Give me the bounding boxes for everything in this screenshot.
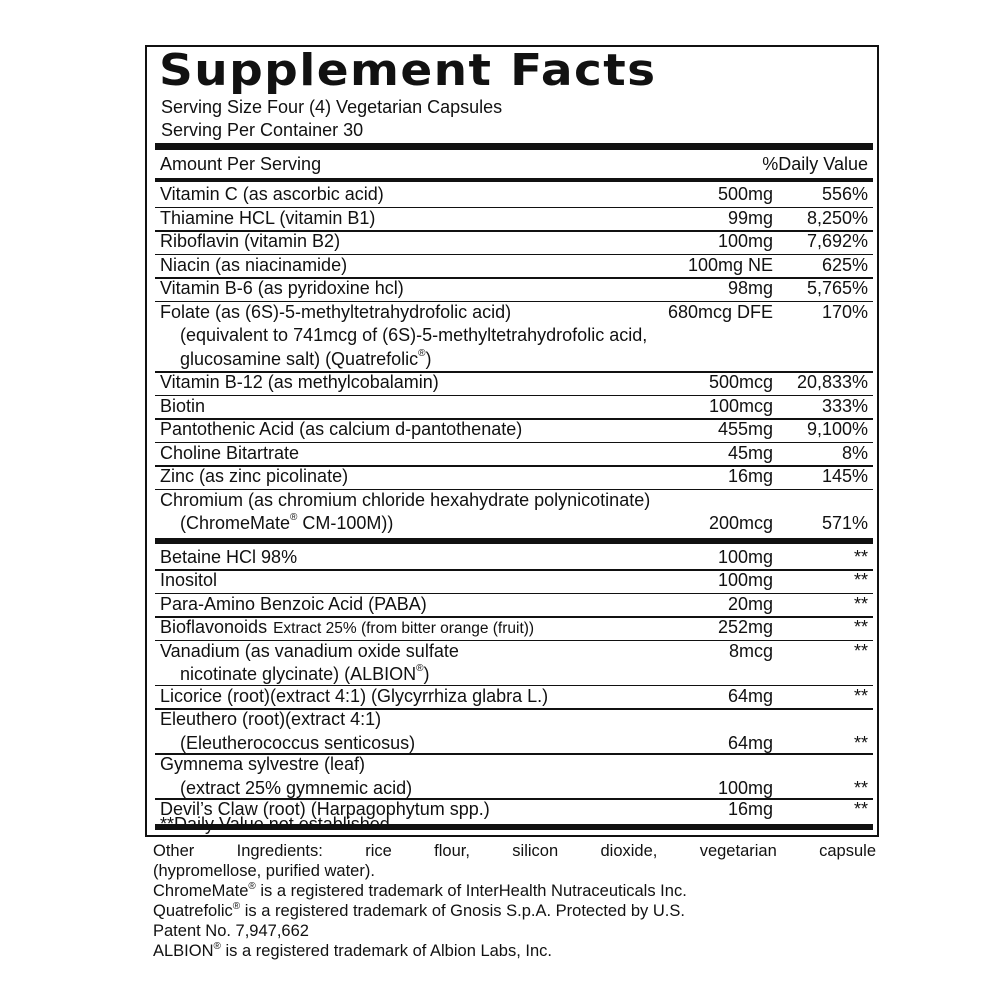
nutrient-daily-value: 20,833% <box>796 372 868 392</box>
nutrient-name <box>160 278 404 299</box>
nutrient-name <box>160 686 548 707</box>
nutrient-name-continued <box>180 513 393 534</box>
nutrient-name <box>160 594 427 615</box>
nutrient-amount: 16mg <box>727 799 773 819</box>
nutrient-daily-value: ** <box>853 732 868 753</box>
nutrient-daily-value: 170% <box>821 301 868 322</box>
text: (ChromeMate <box>180 513 291 533</box>
nutrient-row <box>155 686 873 710</box>
nutrient-name <box>160 184 384 205</box>
nutrient-daily-value: ** <box>853 617 868 637</box>
nutrient-daily-value: 8,250% <box>806 207 868 228</box>
nutrient-row <box>155 641 873 686</box>
nutrient-name <box>160 490 650 511</box>
nutrient-daily-value: ** <box>853 640 868 661</box>
daily-value-footnote: **Daily Value not established. <box>160 814 395 834</box>
nutrient-name-text: Niacin (as niacinamide) <box>160 254 348 275</box>
nutrient-amount: 100mg <box>717 231 773 251</box>
nutrient-name-text: Devil’s Claw (root) (Harpagophytum spp.) <box>160 799 490 819</box>
nutrient-name <box>160 208 375 229</box>
nutrient-amount: 8mcg <box>728 640 773 661</box>
nutrient-amount: 252mg <box>717 617 773 637</box>
nutrient-name-detail: Extract 25% (from bitter orange (fruit)) <box>273 620 535 637</box>
nutrient-name-text: Folate (as (6S)-5-methyltetrahydrofolic acid) <box>160 301 512 322</box>
nutrient-row <box>155 231 873 255</box>
nutrient-row <box>155 396 873 420</box>
nutrient-row <box>155 184 873 208</box>
nutrient-name <box>160 255 347 276</box>
nutrient-name <box>160 754 365 775</box>
nutrient-name <box>160 396 205 417</box>
nutrient-amount: 100mcg <box>708 395 773 416</box>
nutrient-name-text: Choline Bitartrate <box>160 442 300 463</box>
nutrient-daily-value: ** <box>853 546 868 567</box>
nutrient-amount: 200mcg <box>708 513 773 533</box>
nutrient-name <box>160 419 522 440</box>
nutrient-name-text: Pantothenic Acid (as calcium d-pantothenate) <box>160 419 523 439</box>
nutrient-row <box>155 617 873 641</box>
nutrient-name-text: Inositol <box>160 570 218 590</box>
nutrient-row <box>155 302 873 373</box>
nutrient-amount: 100mg <box>717 777 773 798</box>
nutrient-name-continued <box>180 733 415 754</box>
nutrient-daily-value: ** <box>853 799 868 819</box>
nutrient-daily-value: 5,765% <box>806 278 868 298</box>
nutrient-daily-value: ** <box>853 593 868 614</box>
medium-rule <box>155 178 873 182</box>
nutrient-amount: 20mg <box>727 593 773 614</box>
text: (extract 25% gymnemic acid) <box>180 777 413 798</box>
nutrient-name <box>160 709 381 730</box>
nutrient-name-continued <box>180 778 412 799</box>
registered-mark: ® <box>290 512 298 523</box>
nutrient-name <box>160 617 534 638</box>
nutrient-daily-value: 571% <box>821 513 868 533</box>
nutrient-name <box>160 570 217 591</box>
text: CM-100M)) <box>297 513 394 533</box>
nutrient-row <box>155 208 873 232</box>
nutrient-amount: 500mg <box>717 184 773 204</box>
text: (Eleutherococcus senticosus) <box>180 732 416 753</box>
nutrient-amount: 100mg <box>717 546 773 567</box>
text: ) <box>425 348 432 369</box>
nutrient-amount: 500mcg <box>708 372 773 392</box>
nutrient-name-text: Vitamin B-6 (as pyridoxine hcl) <box>160 278 404 298</box>
nutrient-row <box>155 754 873 799</box>
nutrient-daily-value: 7,692% <box>806 231 868 251</box>
supplement-facts-panel <box>145 45 879 837</box>
patent-number: Patent No. 7,947,662 <box>153 922 309 940</box>
nutrient-daily-value: 625% <box>821 254 868 275</box>
nutrient-name-continued <box>180 664 429 685</box>
nutrient-amount: 99mg <box>727 207 773 228</box>
nutrient-amount: 680mcg DFE <box>667 301 773 322</box>
nutrient-daily-value: 556% <box>821 184 868 204</box>
nutrient-row <box>155 547 873 571</box>
nutrient-name-text: Bioflavonoids <box>160 617 268 637</box>
nutrient-name-text: Vitamin B-12 (as methylcobalamin) <box>160 372 439 392</box>
nutrient-name-text: Chromium (as chromium chloride hexahydrate polynicotinate) <box>160 489 651 510</box>
nutrient-name <box>160 372 439 393</box>
other-ingredients-line: Other Ingredients: rice flour, silicon dioxide, vegetarian capsule <box>153 842 876 860</box>
trademark-chromemate: ChromeMate® is a registered trademark of InterHealth Nutraceuticals Inc. <box>153 881 687 900</box>
text: nicotinate glycinate) (ALBION <box>180 664 417 684</box>
nutrient-name-text: Para-Amino Benzoic Acid (PABA) <box>160 593 427 614</box>
nutrient-row <box>155 490 873 536</box>
nutrient-name-text: Betaine HCl 98% <box>160 546 298 567</box>
nutrient-daily-value: ** <box>853 685 868 706</box>
nutrient-daily-value: 333% <box>821 395 868 416</box>
nutrient-name <box>160 641 459 662</box>
nutrient-row <box>155 372 873 396</box>
nutrient-name-text: Zinc (as zinc picolinate) <box>160 466 349 486</box>
nutrient-name-text: Vanadium (as vanadium oxide sulfate <box>160 640 459 661</box>
nutrient-name <box>160 231 340 252</box>
nutrient-name <box>160 466 348 487</box>
nutrient-daily-value: 8% <box>841 442 868 463</box>
table-header <box>155 154 873 179</box>
nutrient-name-text: Vitamin C (as ascorbic acid) <box>160 184 384 204</box>
nutrient-daily-value: 145% <box>821 466 868 486</box>
nutrient-row <box>155 443 873 467</box>
nutrient-row <box>155 466 873 490</box>
nutrient-row <box>155 278 873 302</box>
nutrient-name-text: Eleuthero (root)(extract 4:1) <box>160 709 382 729</box>
nutrient-amount: 45mg <box>727 442 773 463</box>
thick-rule <box>155 143 873 150</box>
nutrient-row <box>155 570 873 594</box>
nutrient-name-text: Gymnema sylvestre (leaf) <box>160 754 366 774</box>
daily-value-header: %Daily Value <box>762 154 868 174</box>
nutrient-name <box>160 443 299 464</box>
thick-rule <box>155 538 873 544</box>
nutrient-name-continued <box>180 325 647 346</box>
servings-per-container: Serving Per Container 30 <box>161 120 364 140</box>
nutrient-daily-value: 9,100% <box>806 419 868 439</box>
nutrient-amount: 98mg <box>727 278 773 298</box>
trademark-albion: ALBION® is a registered trademark of Albion Labs, Inc. <box>153 941 552 960</box>
nutrient-name-continued <box>180 349 431 370</box>
trademark-quatrefolic: Quatrefolic® is a registered trademark of Gnosis S.p.A. Protected by U.S. <box>153 901 685 920</box>
nutrient-name-text: Thiamine HCL (vitamin B1) <box>160 207 376 228</box>
other-ingredients-line: (hypromellose, purified water). <box>153 862 375 880</box>
nutrient-amount: 64mg <box>727 732 773 753</box>
nutrient-amount: 64mg <box>727 685 773 706</box>
nutrient-name <box>160 547 297 568</box>
registered-mark: ® <box>416 663 424 674</box>
nutrient-name-text: Biotin <box>160 395 206 416</box>
nutrient-row <box>155 255 873 279</box>
nutrient-daily-value: ** <box>853 570 868 590</box>
nutrient-daily-value: ** <box>853 777 868 798</box>
nutrient-amount: 100mg <box>717 570 773 590</box>
nutrient-row <box>155 419 873 443</box>
text: ) <box>423 664 430 684</box>
nutrient-row <box>155 709 873 754</box>
nutrient-name <box>160 302 511 323</box>
text: glucosamine salt) (Quatrefolic <box>180 348 419 369</box>
nutrient-amount: 16mg <box>727 466 773 486</box>
nutrient-amount: 100mg NE <box>687 254 773 275</box>
panel-title: Supplement Facts <box>159 45 657 97</box>
nutrient-amount: 455mg <box>717 419 773 439</box>
nutrient-name-text: Riboflavin (vitamin B2) <box>160 231 341 251</box>
serving-size: Serving Size Four (4) Vegetarian Capsules <box>161 97 503 117</box>
text: (equivalent to 741mcg of (6S)-5-methyltetrahydrofolic acid, <box>180 325 648 345</box>
amount-header: Amount Per Serving <box>160 154 322 174</box>
registered-mark: ® <box>418 347 426 359</box>
nutrient-row <box>155 594 873 618</box>
nutrient-name-text: Licorice (root)(extract 4:1) (Glycyrrhiza glabra L.) <box>160 685 549 706</box>
